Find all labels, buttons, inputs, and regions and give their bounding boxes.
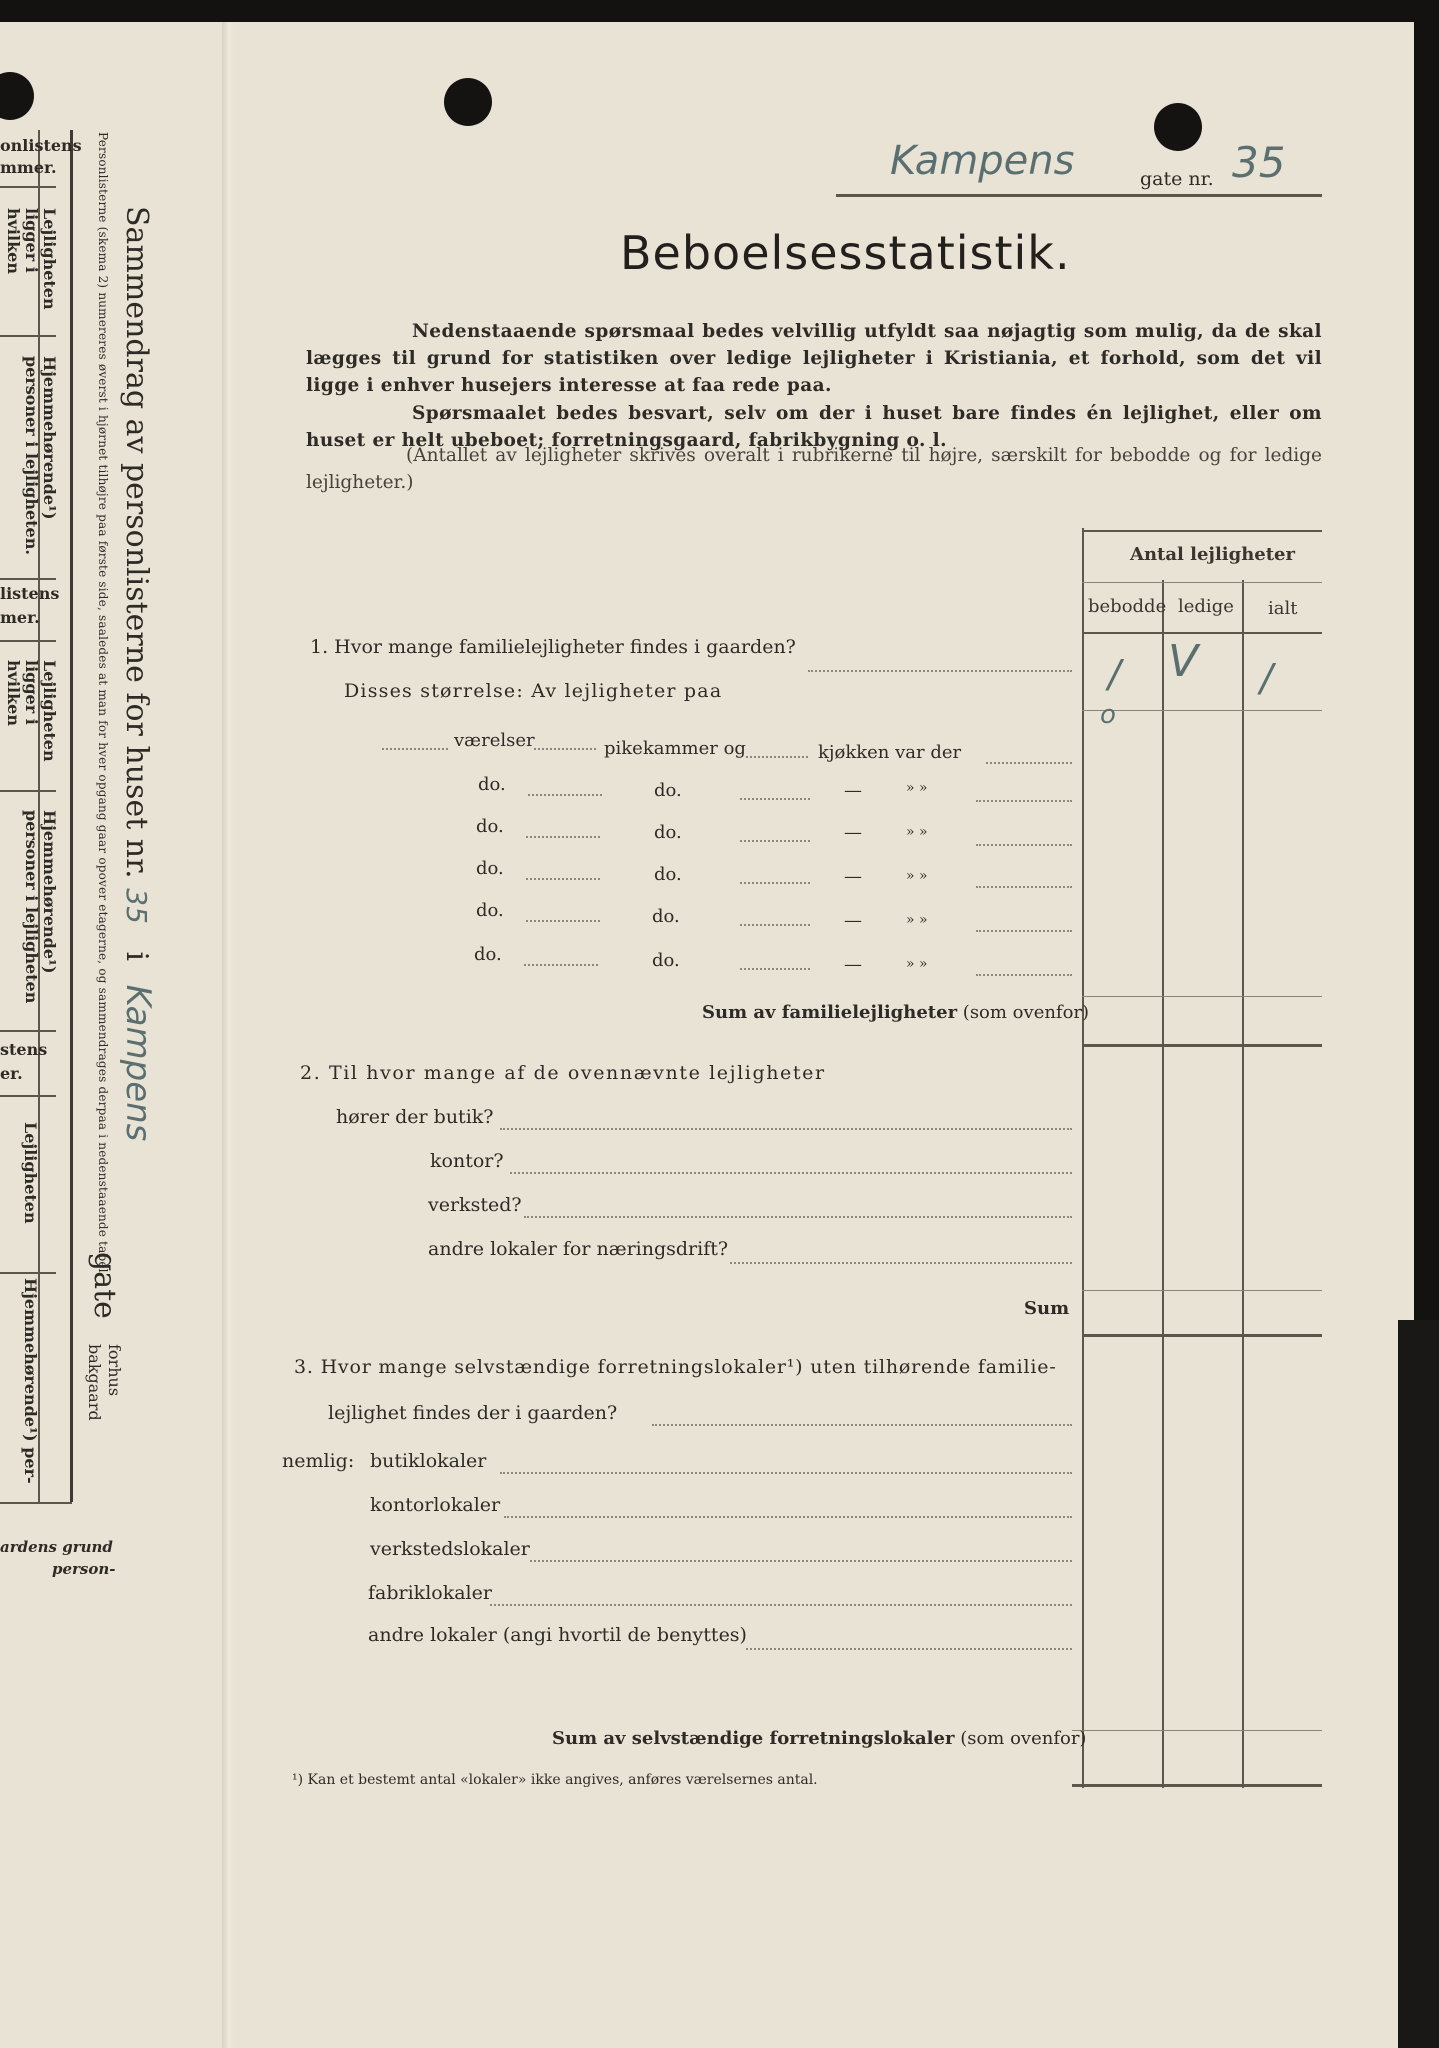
page-fold [222,22,234,2048]
house-number-handwritten: 35 [1232,138,1286,187]
intro-paragraph-2: Spørsmaalet bedes besvart, selv om der i huset bare findes én lejlighet, eller om huset er helt ubeboet; forretningsgaard, fabrikbygning o. l. [306,403,1322,451]
bakgaard-label: bakgaard [85,1344,104,1421]
mark-size-row: o [1100,700,1116,730]
bottom-note: ardens grund [0,1538,113,1556]
q3-label: 3. Hvor mange selvstændige forretningslokaler¹) uten tilhørende familie- [294,1356,1057,1378]
intro-paragraph-3: (Antallet av lejligheter skrives overalt i rubrikerne til højre, særskilt for bebodde og for ledige lejligheter.) [306,445,1322,493]
q2-label: 2. Til hvor mange af de ovennævnte lejligheter [300,1062,826,1084]
col-bebodde: bebodde [1088,596,1167,617]
q2-butik: hører der butik? [336,1106,494,1128]
mark-ledige: V [1168,636,1199,687]
col-ialt: ialt [1268,598,1298,619]
bottom-note: person- [52,1560,116,1578]
handwritten-street: Kampens [118,984,158,1142]
left-vertical-title: Sammendrag av personlisterne for huset nr. 35 i Kampens [118,206,158,1142]
q1-col-maid: pikekammer og [604,738,746,759]
col-fragment: mer. [0,608,40,627]
col-fragment: stens [0,1040,48,1059]
q3-item: andre lokaler (angi hvortil de benyttes) [368,1624,747,1646]
col-fragment: listens [0,584,60,603]
q2-verksted: verksted? [428,1194,522,1216]
street-name-handwritten: Kampens [890,138,1075,184]
forhus-label: forhus [105,1344,124,1397]
mark-ialt: / [1260,656,1273,700]
punch-hole [1154,103,1202,151]
q1-col-rooms: værelser [454,730,535,751]
col-fragment: er. [0,1064,23,1083]
col-fragment: mmer. [0,158,57,177]
q1-label: 1. Hvor mange familielejligheter findes i gaarden? [310,636,796,658]
handwritten-house-nr: 35 [120,888,153,924]
q2-kontor: kontor? [430,1150,504,1172]
q3-item: fabriklokaler [368,1582,492,1604]
q3-item: butiklokaler [370,1450,487,1472]
col-fragment: Hjemmehørende¹) per- [21,1278,40,1484]
q3-sum: Sum av selvstændige forretningslokaler (som ovenfor) [552,1728,1087,1749]
left-vertical-gate: gate [87,1252,122,1319]
col-fragment: Lejligheten [21,1122,40,1224]
q3-nemlig: nemlig: [282,1450,355,1472]
q3-item: verkstedslokaler [370,1538,530,1560]
intro-paragraph-1: Nedenstaaende spørsmaal bedes velvillig utfyldt saa nøjagtig som mulig, da de skal lægges til grund for statistiken over ledige lejligheter i Kristiania, et forhold, som det vil ligge i enhver husejers interesse at faa rede paa. [306,321,1322,396]
mark-bebodde: / [1108,652,1121,696]
punch-hole [444,78,492,126]
torn-edge [1398,1320,1439,2048]
q2-andre: andre lokaler for næringsdrift? [428,1238,729,1260]
col-fragment: onlistens [0,136,82,155]
q3-item: kontorlokaler [370,1494,501,1516]
q3-label2: lejlighet findes der i gaarden? [328,1402,618,1424]
col-ledige: ledige [1178,596,1234,617]
gate-nr-label: gate nr. [1140,168,1214,190]
col-fragment: Lejligheten ligger i hvilken [4,208,59,310]
col-fragment: Lejligheten ligger i hvilken [4,660,59,762]
table-header: Antal lejligheter [1130,544,1295,565]
col-fragment: Hjemmehørende¹) personer i lejligheten. [22,356,59,555]
q1-size-intro: Disses størrelse: Av lejligheter paa [344,680,723,702]
left-instructions: Personlisterne (skema 2) numereres øverst i hjørnet tilhøjre paa første side, saaledes at man for hver opgang gaar opover etagerne, og sammendrages derpaa i nedenstaaende tabel. [96,132,110,1277]
page-title: Beboelsesstatistik. [620,226,1071,280]
q1-sum: Sum av familielejligheter (som ovenfor) [702,1002,1090,1023]
q2-sum: Sum [1024,1298,1070,1319]
col-fragment: Hjemmehørende¹) personer i lejligheten [22,810,59,1004]
q1-col-kitchen: kjøkken var der [818,742,962,763]
footnote: ¹) Kan et bestemt antal «lokaler» ikke angives, anføres værelsernes antal. [292,1772,818,1788]
